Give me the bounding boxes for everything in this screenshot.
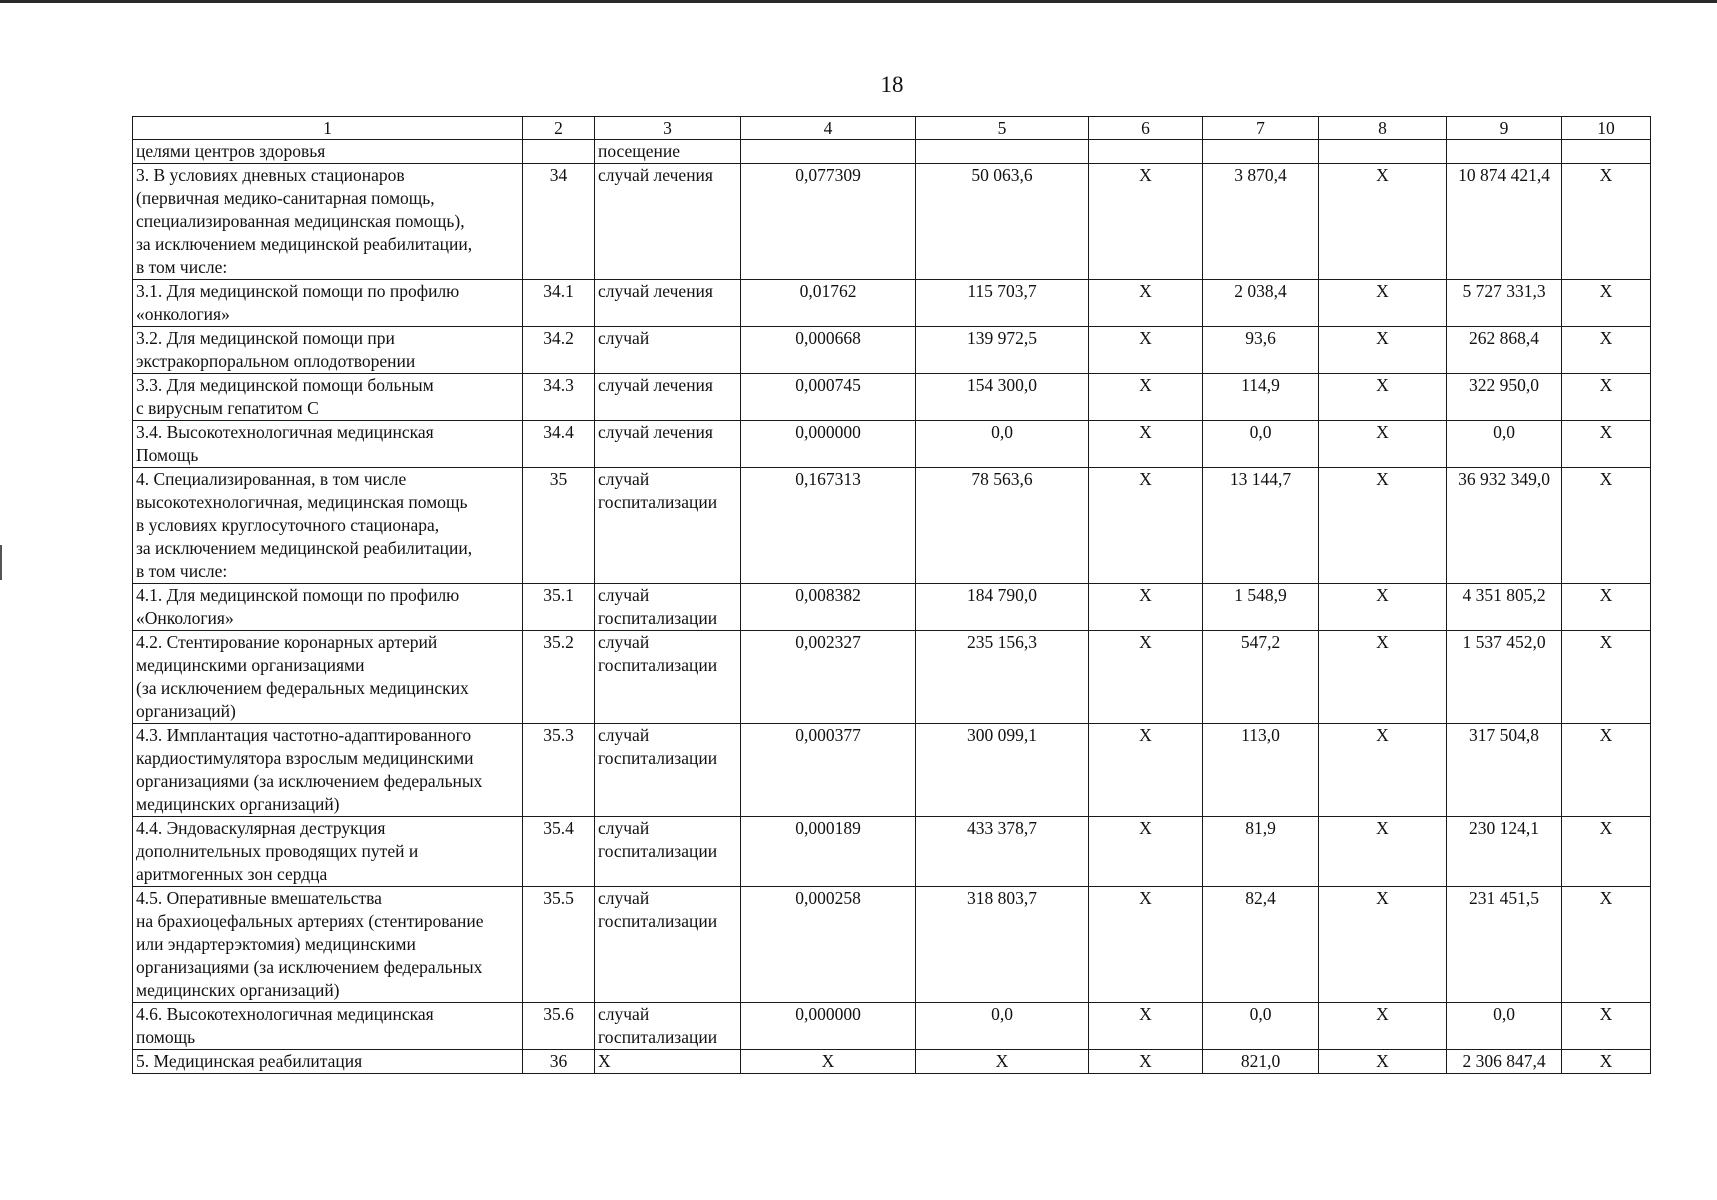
table-row bbox=[133, 1050, 1651, 1074]
column-10-cell: Х bbox=[1562, 421, 1651, 468]
column-9-cell: 231 451,5 bbox=[1447, 887, 1562, 1003]
table-row bbox=[133, 631, 1651, 724]
column-7-cell: 821,0 bbox=[1203, 1050, 1319, 1074]
header-cell-5: 5 bbox=[916, 117, 1089, 140]
column-9-cell bbox=[1447, 140, 1562, 164]
page-number: 18 bbox=[880, 72, 904, 97]
column-8-cell: Х bbox=[1319, 724, 1447, 817]
column-4-cell: 0,002327 bbox=[741, 631, 916, 724]
row-number-cell: 35.3 bbox=[523, 724, 595, 817]
column-5-cell: 154 300,0 bbox=[916, 374, 1089, 421]
column-4-cell: 0,077309 bbox=[741, 164, 916, 280]
table-row bbox=[133, 280, 1651, 327]
row-number-cell: 35.6 bbox=[523, 1003, 595, 1050]
row-number-cell: 34 bbox=[523, 164, 595, 280]
column-5-cell: 318 803,7 bbox=[916, 887, 1089, 1003]
column-9-cell: 5 727 331,3 bbox=[1447, 280, 1562, 327]
column-8-cell bbox=[1319, 140, 1447, 164]
table-row bbox=[133, 164, 1651, 280]
column-9-cell: 36 932 349,0 bbox=[1447, 468, 1562, 584]
unit-cell: случай госпитализации bbox=[595, 817, 741, 887]
column-4-cell: 0,01762 bbox=[741, 280, 916, 327]
column-7-cell: 2 038,4 bbox=[1203, 280, 1319, 327]
column-9-cell: 262 868,4 bbox=[1447, 327, 1562, 374]
column-4-cell: 0,000668 bbox=[741, 327, 916, 374]
column-10-cell: Х bbox=[1562, 584, 1651, 631]
column-6-cell: Х bbox=[1089, 421, 1203, 468]
column-10-cell: Х bbox=[1562, 164, 1651, 280]
unit-cell: случай госпитализации bbox=[595, 724, 741, 817]
indicator-name-cell: 4. Специализированная, в том числе высокотехнологичная, медицинская помощь в условиях круглосуточного стационара, за исключением медицинской реабилитации, в том числе: bbox=[133, 468, 523, 584]
column-6-cell: Х bbox=[1089, 817, 1203, 887]
row-number-cell: 34.2 bbox=[523, 327, 595, 374]
column-6-cell: Х bbox=[1089, 327, 1203, 374]
column-5-cell: 139 972,5 bbox=[916, 327, 1089, 374]
column-4-cell: 0,008382 bbox=[741, 584, 916, 631]
header-cell-7: 7 bbox=[1203, 117, 1319, 140]
column-10-cell: Х bbox=[1562, 468, 1651, 584]
column-7-cell: 113,0 bbox=[1203, 724, 1319, 817]
row-number-cell: 35 bbox=[523, 468, 595, 584]
header-cell-2: 2 bbox=[523, 117, 595, 140]
column-7-cell: 81,9 bbox=[1203, 817, 1319, 887]
header-cell-6: 6 bbox=[1089, 117, 1203, 140]
column-8-cell: Х bbox=[1319, 1050, 1447, 1074]
scan-margin-mark bbox=[0, 545, 2, 580]
unit-cell: случай госпитализации bbox=[595, 631, 741, 724]
indicator-name-cell: 4.4. Эндоваскулярная деструкция дополнительных проводящих путей и аритмогенных зон сердца bbox=[133, 817, 523, 887]
column-8-cell: Х bbox=[1319, 631, 1447, 724]
row-number-cell: 35.1 bbox=[523, 584, 595, 631]
indicator-name-cell: 3.1. Для медицинской помощи по профилю «онкология» bbox=[133, 280, 523, 327]
indicator-name-cell: 4.5. Оперативные вмешательства на брахиоцефальных артериях (стентирование или эндартерэктомия) медицинскими организациями (за исключением федеральных медицинских организаций) bbox=[133, 887, 523, 1003]
column-9-cell: 1 537 452,0 bbox=[1447, 631, 1562, 724]
column-8-cell: Х bbox=[1319, 327, 1447, 374]
column-6-cell bbox=[1089, 140, 1203, 164]
indicator-name-cell: 4.2. Стентирование коронарных артерий медицинскими организациями (за исключением федеральных медицинских организаций) bbox=[133, 631, 523, 724]
column-9-cell: 10 874 421,4 bbox=[1447, 164, 1562, 280]
column-4-cell: 0,000745 bbox=[741, 374, 916, 421]
table-body bbox=[133, 140, 1651, 1074]
row-number-cell: 35.5 bbox=[523, 887, 595, 1003]
column-6-cell: Х bbox=[1089, 468, 1203, 584]
column-6-cell: Х bbox=[1089, 164, 1203, 280]
column-7-cell: 0,0 bbox=[1203, 421, 1319, 468]
row-number-cell: 35.2 bbox=[523, 631, 595, 724]
column-5-cell: 78 563,6 bbox=[916, 468, 1089, 584]
column-10-cell: Х bbox=[1562, 280, 1651, 327]
column-7-cell: 114,9 bbox=[1203, 374, 1319, 421]
indicator-name-cell: 3.2. Для медицинской помощи при экстракорпоральном оплодотворении bbox=[133, 327, 523, 374]
column-9-cell: 4 351 805,2 bbox=[1447, 584, 1562, 631]
column-10-cell: Х bbox=[1562, 817, 1651, 887]
indicator-name-cell: 3. В условиях дневных стационаров (первичная медико-санитарная помощь, специализированная медицинская помощь), за исключением медицинской реабилитации, в том числе: bbox=[133, 164, 523, 280]
unit-cell: случай лечения bbox=[595, 280, 741, 327]
column-4-cell: 0,000000 bbox=[741, 1003, 916, 1050]
header-cell-1: 1 bbox=[133, 117, 523, 140]
column-9-cell: 230 124,1 bbox=[1447, 817, 1562, 887]
column-5-cell: 184 790,0 bbox=[916, 584, 1089, 631]
column-7-cell bbox=[1203, 140, 1319, 164]
column-8-cell: Х bbox=[1319, 817, 1447, 887]
column-4-cell: 0,167313 bbox=[741, 468, 916, 584]
column-5-cell bbox=[916, 140, 1089, 164]
column-5-cell: Х bbox=[916, 1050, 1089, 1074]
indicator-name-cell: 4.6. Высокотехнологичная медицинская помощь bbox=[133, 1003, 523, 1050]
column-5-cell: 300 099,1 bbox=[916, 724, 1089, 817]
data-table bbox=[132, 116, 1651, 1074]
unit-cell: случай госпитализации bbox=[595, 584, 741, 631]
column-5-cell: 235 156,3 bbox=[916, 631, 1089, 724]
column-6-cell: Х bbox=[1089, 1050, 1203, 1074]
indicator-name-cell: 5. Медицинская реабилитация bbox=[133, 1050, 523, 1074]
column-7-cell: 93,6 bbox=[1203, 327, 1319, 374]
header-cell-8: 8 bbox=[1319, 117, 1447, 140]
header-cell-4: 4 bbox=[741, 117, 916, 140]
column-10-cell bbox=[1562, 140, 1651, 164]
unit-cell: посещение bbox=[595, 140, 741, 164]
unit-cell: Х bbox=[595, 1050, 741, 1074]
unit-cell: случай госпитализации bbox=[595, 887, 741, 1003]
column-7-cell: 547,2 bbox=[1203, 631, 1319, 724]
table-row bbox=[133, 140, 1651, 164]
column-8-cell: Х bbox=[1319, 584, 1447, 631]
column-4-cell: Х bbox=[741, 1050, 916, 1074]
column-6-cell: Х bbox=[1089, 631, 1203, 724]
unit-cell: случай bbox=[595, 327, 741, 374]
column-8-cell: Х bbox=[1319, 374, 1447, 421]
table-row bbox=[133, 468, 1651, 584]
column-4-cell: 0,000000 bbox=[741, 421, 916, 468]
indicator-name-cell: 4.3. Имплантация частотно-адаптированного кардиостимулятора взрослым медицинскими организациями (за исключением федеральных медицинских организаций) bbox=[133, 724, 523, 817]
header-cell-3: 3 bbox=[595, 117, 741, 140]
column-4-cell bbox=[741, 140, 916, 164]
column-4-cell: 0,000258 bbox=[741, 887, 916, 1003]
column-6-cell: Х bbox=[1089, 1003, 1203, 1050]
column-8-cell: Х bbox=[1319, 887, 1447, 1003]
column-10-cell: Х bbox=[1562, 724, 1651, 817]
header-cell-10: 10 bbox=[1562, 117, 1651, 140]
table-row bbox=[133, 584, 1651, 631]
column-5-cell: 0,0 bbox=[916, 1003, 1089, 1050]
column-7-cell: 0,0 bbox=[1203, 1003, 1319, 1050]
indicator-name-cell: целями центров здоровья bbox=[133, 140, 523, 164]
column-8-cell: Х bbox=[1319, 1003, 1447, 1050]
column-10-cell: Х bbox=[1562, 1003, 1651, 1050]
column-9-cell: 317 504,8 bbox=[1447, 724, 1562, 817]
table-row bbox=[133, 327, 1651, 374]
column-10-cell: Х bbox=[1562, 327, 1651, 374]
column-5-cell: 50 063,6 bbox=[916, 164, 1089, 280]
indicator-name-cell: 3.3. Для медицинской помощи больным с вирусным гепатитом С bbox=[133, 374, 523, 421]
column-4-cell: 0,000189 bbox=[741, 817, 916, 887]
column-9-cell: 2 306 847,4 bbox=[1447, 1050, 1562, 1074]
header-row bbox=[133, 117, 1651, 140]
column-8-cell: Х bbox=[1319, 468, 1447, 584]
column-10-cell: Х bbox=[1562, 1050, 1651, 1074]
unit-cell: случай лечения bbox=[595, 374, 741, 421]
row-number-cell bbox=[523, 140, 595, 164]
scan-top-edge bbox=[0, 0, 1717, 3]
column-6-cell: Х bbox=[1089, 584, 1203, 631]
table-row bbox=[133, 887, 1651, 1003]
row-number-cell: 34.3 bbox=[523, 374, 595, 421]
column-6-cell: Х bbox=[1089, 374, 1203, 421]
column-7-cell: 13 144,7 bbox=[1203, 468, 1319, 584]
row-number-cell: 34.1 bbox=[523, 280, 595, 327]
column-6-cell: Х bbox=[1089, 887, 1203, 1003]
column-7-cell: 1 548,9 bbox=[1203, 584, 1319, 631]
indicator-name-cell: 3.4. Высокотехнологичная медицинская Помощь bbox=[133, 421, 523, 468]
table-row bbox=[133, 817, 1651, 887]
column-6-cell: Х bbox=[1089, 724, 1203, 817]
unit-cell: случай госпитализации bbox=[595, 1003, 741, 1050]
column-10-cell: Х bbox=[1562, 887, 1651, 1003]
column-9-cell: 0,0 bbox=[1447, 1003, 1562, 1050]
column-5-cell: 115 703,7 bbox=[916, 280, 1089, 327]
unit-cell: случай госпитализации bbox=[595, 468, 741, 584]
column-10-cell: Х bbox=[1562, 374, 1651, 421]
row-number-cell: 34.4 bbox=[523, 421, 595, 468]
header-cell-9: 9 bbox=[1447, 117, 1562, 140]
table-row bbox=[133, 724, 1651, 817]
column-9-cell: 322 950,0 bbox=[1447, 374, 1562, 421]
table-row bbox=[133, 374, 1651, 421]
column-8-cell: Х bbox=[1319, 280, 1447, 327]
column-7-cell: 82,4 bbox=[1203, 887, 1319, 1003]
column-9-cell: 0,0 bbox=[1447, 421, 1562, 468]
table-row bbox=[133, 421, 1651, 468]
column-4-cell: 0,000377 bbox=[741, 724, 916, 817]
column-6-cell: Х bbox=[1089, 280, 1203, 327]
column-7-cell: 3 870,4 bbox=[1203, 164, 1319, 280]
table-row bbox=[133, 1003, 1651, 1050]
unit-cell: случай лечения bbox=[595, 164, 741, 280]
unit-cell: случай лечения bbox=[595, 421, 741, 468]
row-number-cell: 36 bbox=[523, 1050, 595, 1074]
column-5-cell: 0,0 bbox=[916, 421, 1089, 468]
column-8-cell: Х bbox=[1319, 421, 1447, 468]
row-number-cell: 35.4 bbox=[523, 817, 595, 887]
column-5-cell: 433 378,7 bbox=[916, 817, 1089, 887]
column-10-cell: Х bbox=[1562, 631, 1651, 724]
column-8-cell: Х bbox=[1319, 164, 1447, 280]
indicator-name-cell: 4.1. Для медицинской помощи по профилю «Онкология» bbox=[133, 584, 523, 631]
